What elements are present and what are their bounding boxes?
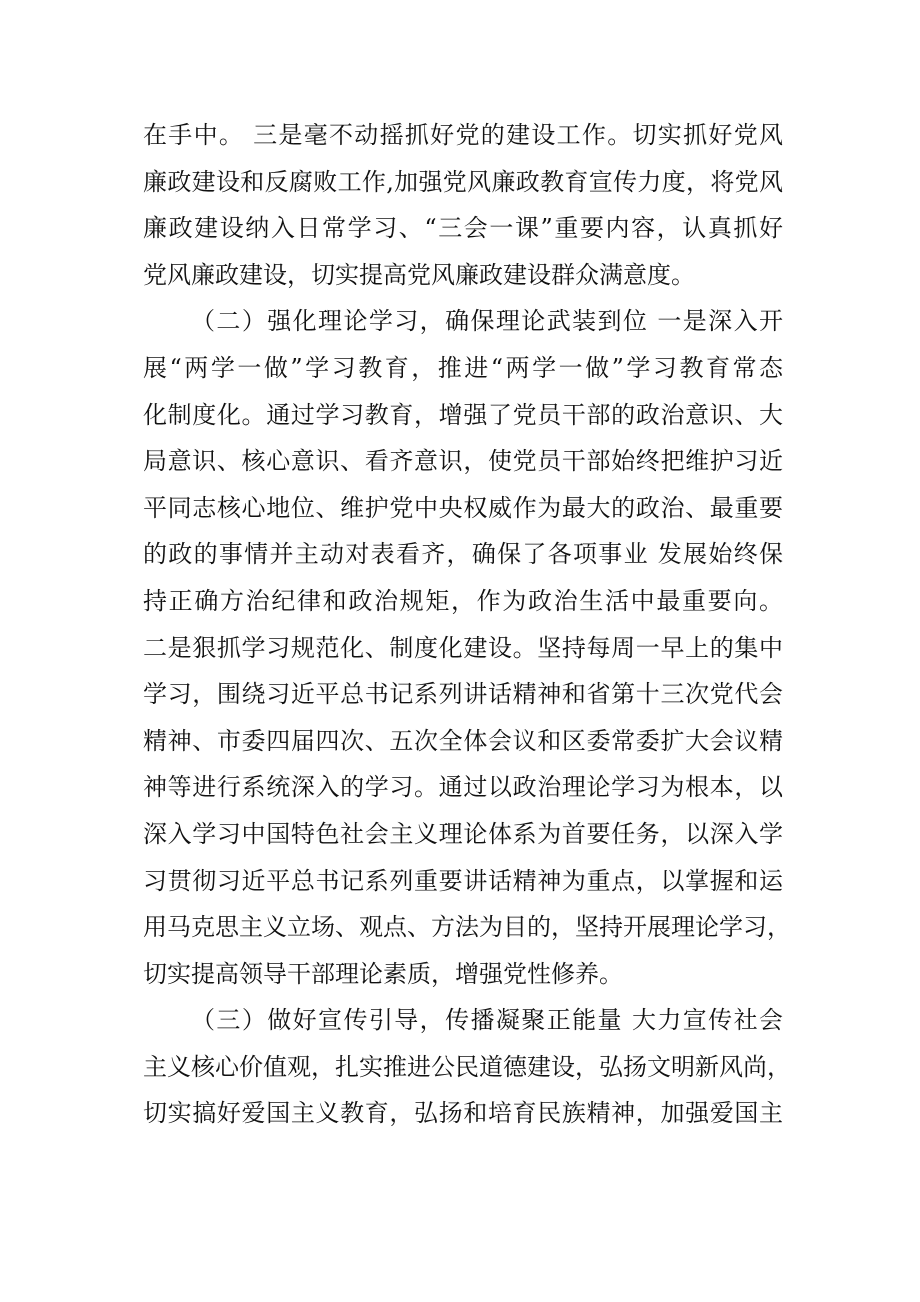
text-line: 平同志核心地位、维护党中央权威作为最大的政治、最重要 bbox=[143, 493, 783, 522]
text-line: 化制度化。通过学习教育，增强了党员干部的政治意识、大 bbox=[143, 400, 783, 429]
text-line: 用马克思主义立场、观点、方法为目的，坚持开展理论学习， bbox=[143, 913, 791, 942]
text-line: 切实提高领导干部理论素质，增强党性修养。 bbox=[143, 959, 623, 988]
text-line: 习贯彻习近平总书记系列重要讲话精神为重点，以掌握和运 bbox=[143, 866, 783, 895]
text-line: 精神、市委四届四次、五次全体会议和区委常委扩大会议精 bbox=[143, 726, 783, 755]
text-line: 廉政建设和反腐败工作,加强党风廉政教育宣传力度，将党风 bbox=[143, 167, 783, 196]
text-line: 主义核心价值观，扎实推进公民道德建设，弘扬文明新风尚， bbox=[143, 1052, 791, 1081]
text-line: 学习，围绕习近平总书记系列讲话精神和省第十三次党代会 bbox=[143, 680, 783, 709]
text-line: 在手中。 三是毫不动摇抓好党的建设工作。切实抓好党风 bbox=[143, 121, 783, 149]
section-heading-line: （三）做好宣传引导，传播凝聚正能量 大力宣传社会 bbox=[191, 1006, 783, 1035]
text-line: 局意识、核心意识、看齐意识，使党员干部始终把维护习近 bbox=[143, 447, 783, 476]
text-line: 切实搞好爱国主义教育，弘扬和培育民族精神，加强爱国主 bbox=[143, 1099, 783, 1128]
section-heading-line: （二）强化理论学习，确保理论武装到位 一是深入开 bbox=[191, 307, 783, 336]
text-line: 神等进行系统深入的学习。通过以政治理论学习为根本，以 bbox=[143, 773, 783, 802]
text-line: 的政的事情并主动对表看齐，确保了各项事业 发展始终保 bbox=[143, 540, 783, 569]
text-line: 廉政建设纳入日常学习、“三会一课”重要内容，认真抓好 bbox=[143, 214, 783, 243]
text-line: 党风廉政建设，切实提高党风廉政建设群众满意度。 bbox=[143, 260, 695, 289]
document-body bbox=[143, 112, 791, 1137]
text-line: 深入学习中国特色社会主义理论体系为首要任务，以深入学 bbox=[143, 819, 783, 848]
text-line: 展“两学一做”学习教育，推进“两学一做”学习教育常态 bbox=[143, 353, 783, 382]
text-line: 持正确方治纪律和政治规矩，作为政治生活中最重要向。 bbox=[143, 586, 783, 615]
text-line: 二是狠抓学习规范化、制度化建设。坚持每周一早上的集中 bbox=[143, 633, 783, 662]
